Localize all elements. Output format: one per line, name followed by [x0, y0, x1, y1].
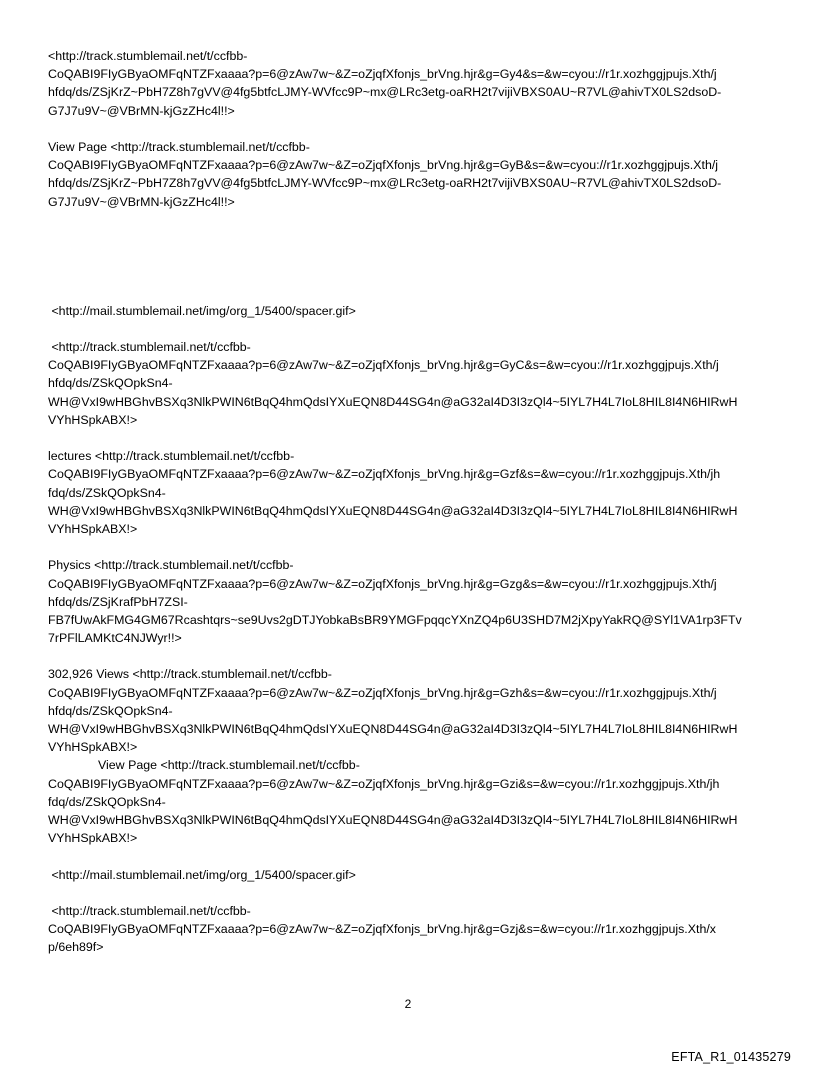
link-text[interactable]: G7J7u9V~@VBrMN-kjGzZHc4l!!> [48, 194, 235, 209]
link-text[interactable]: CoQABI9FIyGByaOMFqNTZFxaaaa?p=6@zAw7w~&Z=oZjqfXfonjs_brVng.hjr&g=GyB&s=&w=cyou://r1r.xozhggjpujs.Xth/j [48, 158, 719, 173]
link-text[interactable]: <http://mail.stumblemail.net/img/org_1/5400/spacer.gif> [48, 303, 356, 318]
link-text[interactable]: VYhHSpkABX!> [48, 521, 138, 536]
link-text[interactable]: hfdq/ds/ZSjKrZ~PbH7Z8h7gVV@4fg5btfcLJMY-WVfcc9P~mx@LRc3etg-oaRH2t7vijiVBXS0AU~R7VL@ahivTX0LS2dsoD- [48, 85, 722, 100]
link-text[interactable]: hfdq/ds/ZSjKrafPbH7ZSI- [48, 594, 188, 609]
paragraph-spacer [48, 211, 770, 302]
link-text[interactable]: <http://track.stumblemail.net/t/ccfbb- [48, 49, 248, 63]
paragraph-spacer [48, 884, 770, 902]
link-text[interactable]: Physics <http://track.stumblemail.net/t/ccfbb- [48, 558, 294, 573]
lectures-link-block [48, 447, 770, 538]
link-text[interactable]: CoQABI9FIyGByaOMFqNTZFxaaaa?p=6@zAw7w~&Z=oZjqfXfonjs_brVng.hjr&g=Gzj&s=&w=cyou://r1r.xozhggjpujs.Xth/x [48, 922, 716, 937]
link-text[interactable]: VYhHSpkABX!> [48, 831, 138, 846]
link-text[interactable]: p/6eh89f> [48, 940, 104, 955]
link-text[interactable]: WH@VxI9wHBGhvBSXq3NlkPWIN6tBqQ4hmQdsIYXuEQN8D44SG4n@aG32aI4D3I3zQl4~5IYL7H4L7IoL8HIL8I4N6HIRwH [48, 812, 738, 827]
link-text[interactable]: fdq/ds/ZSkQOpkSn4- [48, 794, 166, 809]
views-link-block [48, 665, 770, 756]
link-text[interactable]: 7rPFlLAMKtC4NJWyr!!> [48, 631, 182, 646]
link-text[interactable]: View Page <http://track.stumblemail.net/t/ccfbb- [48, 139, 310, 154]
link-text[interactable]: VYhHSpkABX!> [48, 412, 138, 427]
link-text[interactable]: <http://track.stumblemail.net/t/ccfbb- [48, 903, 251, 918]
link-text[interactable]: <http://track.stumblemail.net/t/ccfbb- [48, 340, 251, 355]
link-text[interactable]: <http://mail.stumblemail.net/img/org_1/5400/spacer.gif> [48, 867, 356, 882]
link-block-2 [48, 338, 770, 429]
physics-link-block [48, 556, 770, 647]
paragraph-spacer [48, 320, 770, 338]
final-link-block [48, 902, 770, 957]
link-text[interactable]: CoQABI9FIyGByaOMFqNTZFxaaaa?p=6@zAw7w~&Z=oZjqfXfonjs_brVng.hjr&g=GyC&s=&w=cyou://r1r.xozhggjpujs.Xth/j [48, 358, 719, 373]
document-body [48, 47, 770, 956]
link-text[interactable]: CoQABI9FIyGByaOMFqNTZFxaaaa?p=6@zAw7w~&Z=oZjqfXfonjs_brVng.hjr&g=Gzf&s=&w=cyou://r1r.xozhggjpujs.Xth/jh [48, 467, 721, 482]
link-text[interactable]: hfdq/ds/ZSkQOpkSn4- [48, 703, 173, 718]
link-text[interactable]: 302,926 Views <http://track.stumblemail.net/t/ccfbb- [48, 667, 332, 682]
link-text[interactable]: WH@VxI9wHBGhvBSXq3NlkPWIN6tBqQ4hmQdsIYXuEQN8D44SG4n@aG32aI4D3I3zQl4~5IYL7H4L7IoL8HIL8I4N6HIRwH [48, 394, 738, 409]
paragraph-spacer [48, 538, 770, 556]
link-text[interactable]: CoQABI9FIyGByaOMFqNTZFxaaaa?p=6@zAw7w~&Z=oZjqfXfonjs_brVng.hjr&g=Gy4&s=&w=cyou://r1r.xozhggjpujs.Xth/j [48, 67, 717, 82]
link-text[interactable]: VYhHSpkABX!> [48, 740, 138, 755]
spacer-image-link-block-2 [48, 866, 770, 884]
link-text[interactable]: FB7fUwAkFMG4GM67Rcashtqrs~se9Uvs2gDTJYobkaBsBR9YMGFpqqcYXnZQ4p6U3SHD7M2jXpyYakRQ@SYl1VA1rp3FTv [48, 612, 742, 627]
link-text[interactable]: WH@VxI9wHBGhvBSXq3NlkPWIN6tBqQ4hmQdsIYXuEQN8D44SG4n@aG32aI4D3I3zQl4~5IYL7H4L7IoL8HIL8I4N6HIRwH [48, 722, 738, 736]
link-text[interactable]: CoQABI9FIyGByaOMFqNTZFxaaaa?p=6@zAw7w~&Z=oZjqfXfonjs_brVng.hjr&g=Gzh&s=&w=cyou://r1r.xozhggjpujs.Xth/j [48, 685, 717, 700]
paragraph-spacer [48, 120, 770, 138]
bates-number: EFTA_R1_01435279 [671, 1050, 791, 1064]
link-text[interactable]: fdq/ds/ZSkQOpkSn4- [48, 485, 166, 500]
paragraph-spacer [48, 847, 770, 865]
link-text[interactable]: hfdq/ds/ZSkQOpkSn4- [48, 376, 173, 391]
link-text[interactable]: CoQABI9FIyGByaOMFqNTZFxaaaa?p=6@zAw7w~&Z=oZjqfXfonjs_brVng.hjr&g=Gzg&s=&w=cyou://r1r.xozhggjpujs.Xth/j [48, 576, 717, 591]
spacer-image-link-block [48, 302, 770, 320]
link-text[interactable]: CoQABI9FIyGByaOMFqNTZFxaaaa?p=6@zAw7w~&Z=oZjqfXfonjs_brVng.hjr&g=Gzi&s=&w=cyou://r1r.xozhggjpujs.Xth/jh [48, 776, 720, 791]
paragraph-spacer [48, 429, 770, 447]
paragraph-spacer [48, 647, 770, 665]
link-text[interactable]: G7J7u9V~@VBrMN-kjGzZHc4l!!> [48, 103, 235, 118]
link-text[interactable]: lectures <http://track.stumblemail.net/t/ccfbb- [48, 449, 295, 464]
link-block-1 [48, 47, 770, 120]
link-text[interactable]: View Page <http://track.stumblemail.net/t/ccfbb- [98, 758, 360, 773]
view-page-link-block-2 [48, 756, 770, 847]
view-page-link-block [48, 138, 770, 211]
page-number: 2 [404, 997, 412, 1011]
link-text[interactable]: hfdq/ds/ZSjKrZ~PbH7Z8h7gVV@4fg5btfcLJMY-WVfcc9P~mx@LRc3etg-oaRH2t7vijiVBXS0AU~R7VL@ahivTX0LS2dsoD- [48, 176, 722, 191]
link-text[interactable]: WH@VxI9wHBGhvBSXq3NlkPWIN6tBqQ4hmQdsIYXuEQN8D44SG4n@aG32aI4D3I3zQl4~5IYL7H4L7IoL8HIL8I4N6HIRwH [48, 503, 738, 518]
